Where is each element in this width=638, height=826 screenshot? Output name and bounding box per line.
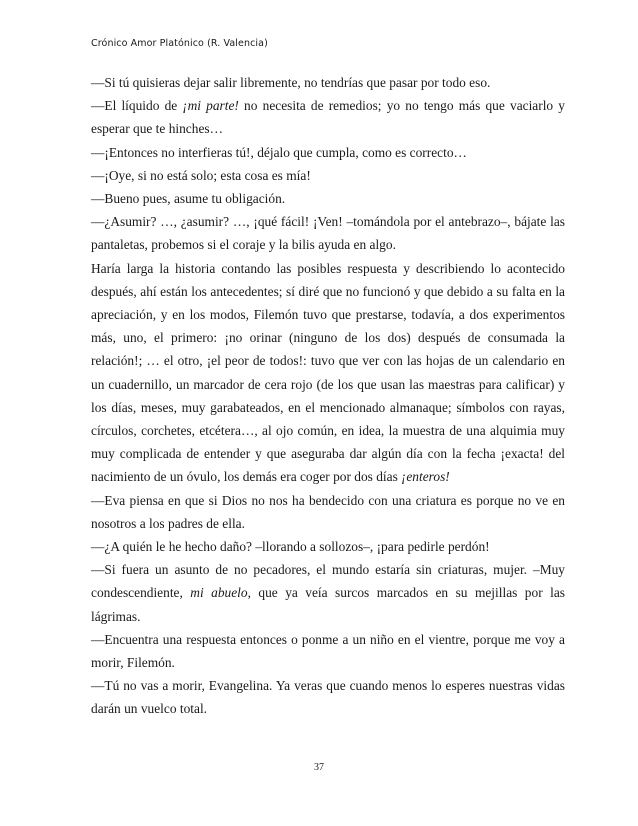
paragraph-text: —¿Asumir? …, ¿asumir? …, ¡qué fácil! ¡Ven! –tomándola por el antebrazo–, bájate las pantaletas, probemos si el coraje y la bilis ayuda en algo. [91, 214, 565, 253]
running-header: Crónico Amor Platónico (R. Valencia) [91, 38, 268, 49]
paragraph-text: —Si fuera un asunto de no pecadores, el mundo estaría sin criaturas, mujer. –Muy condescendiente, [91, 562, 565, 601]
paragraph-6 [91, 210, 565, 256]
paragraph-emphasis: ¡mi parte! [182, 98, 239, 114]
paragraph-text: —¡Entonces no interfieras tú!, déjalo que cumpla, como es correcto… [91, 144, 467, 160]
paragraph-9 [91, 535, 565, 558]
paragraph-7 [91, 257, 565, 489]
paragraph-5 [91, 187, 565, 210]
paragraph-text: —¿A quién le he hecho daño? –llorando a sollozos–, ¡para pedirle perdón! [91, 539, 490, 555]
body-text [91, 71, 565, 721]
paragraph-2 [91, 94, 565, 140]
paragraph-text: , que ya veía surcos marcados en su mejillas por las lágrimas. [91, 585, 565, 624]
paragraph-8 [91, 489, 565, 535]
paragraph-text: —Bueno pues, asume tu obligación. [91, 191, 286, 207]
paragraph-3 [91, 141, 565, 164]
paragraph-text: —Eva piensa en que si Dios no nos ha bendecido con una criatura es porque no ve en nosotros a los padres de ella. [91, 492, 565, 531]
paragraph-text: —Encuentra una respuesta entonces o ponme a un niño en el vientre, porque me voy a morir, Filemón. [91, 631, 565, 671]
paragraph-text: —El líquido de [91, 98, 183, 114]
paragraph-text: —Si tú quisieras dejar salir libremente, no tendrías que pasar por todo eso. [91, 75, 491, 90]
paragraph-text: —Tú no vas a morir, Evangelina. Ya veras que cuando menos lo esperes nuestras vidas darán un vuelco total. [91, 678, 565, 717]
paragraph-1 [91, 71, 565, 94]
paragraph-emphasis: ¡enteros! [401, 469, 450, 485]
paragraph-text: no necesita de remedios; yo no tengo más que vaciarlo y esperar que te hinches… [91, 98, 565, 137]
paragraph-text: —¡Oye, si no está solo; esta cosa es mía! [91, 167, 311, 183]
paragraph-12 [91, 674, 565, 720]
paragraph-text: Haría larga la historia contando las posibles respuesta y describiendo lo acontecido después, ahí están los antecedentes; sí diré que no funcionó y que debido a su falta en la apreciación, y en los modos, Filemón tuvo que prestarse, todavía, a dos experimentos más, uno, el primero: ¡no orinar (ninguno de los dos) después de consumada la relación!; … el otro, ¡el peor de todos!: tuvo que ver con las hojas de un calendario en un cuadernillo, un marcador de cera rojo (de los que usan las maestras para calificar) y los días, meses, muy garabateados, en el mencionado almanaque; símbolos con rayas, círculos, corchetes, etcétera…, al ojo común, en idea, la muestra de una alquimia muy muy complicada de entender y que aseguraba dar algún día con la fecha ¡exacta! del nacimiento de un óvulo, los demás era coger por dos días [91, 260, 565, 485]
paragraph-4 [91, 164, 565, 187]
paragraph-emphasis: mi abuelo [190, 585, 248, 601]
paragraph-10 [91, 558, 565, 628]
paragraph-11 [91, 628, 565, 674]
page-number: 37 [314, 762, 324, 773]
